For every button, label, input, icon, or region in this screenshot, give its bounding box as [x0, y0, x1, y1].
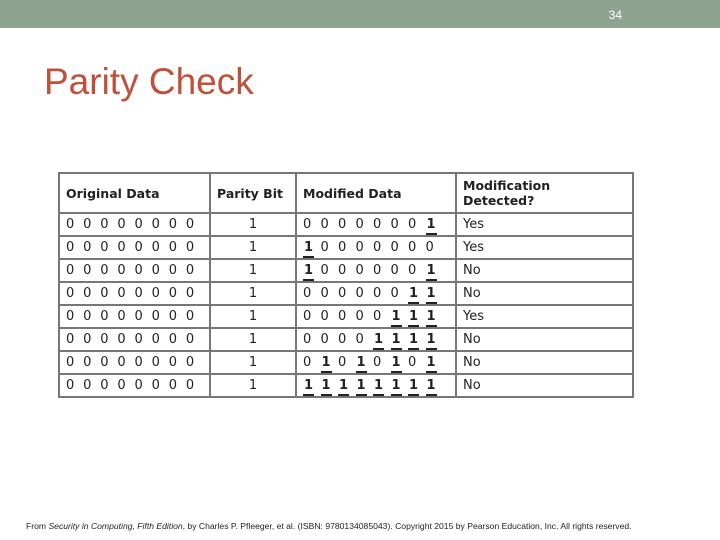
detected-cell: No	[456, 374, 633, 397]
footer-prefix: From	[26, 521, 49, 531]
modified-data-cell	[296, 236, 456, 259]
bit-glyph: 0	[373, 286, 382, 301]
parity-bit-cell: 1	[210, 213, 296, 236]
modified-bit-changed	[356, 355, 374, 370]
original-data-cell	[59, 351, 210, 374]
original-bit: 0	[185, 217, 195, 232]
original-bit: 0	[168, 309, 178, 324]
original-bit: 0	[83, 355, 92, 370]
bit-glyph: 1	[303, 240, 314, 258]
original-bit: 0	[168, 217, 178, 232]
modified-bit	[321, 217, 339, 232]
bit-glyph: 0	[408, 217, 417, 232]
bit-glyph: 1	[391, 378, 402, 396]
bit-glyph: 0	[408, 263, 417, 278]
original-bit: 0	[134, 217, 143, 232]
modified-bit	[426, 240, 444, 255]
modified-bit	[391, 240, 409, 255]
modified-bit	[356, 240, 374, 255]
modified-bit	[303, 355, 321, 370]
bit-glyph: 1	[303, 263, 314, 281]
modified-bit-changed	[338, 378, 356, 393]
original-bit: 0	[185, 309, 195, 324]
original-bit: 0	[151, 286, 160, 301]
modified-bit	[356, 217, 374, 232]
modified-bit-changed	[321, 355, 339, 370]
original-bit: 0	[117, 263, 126, 278]
bit-glyph: 1	[426, 263, 437, 281]
bit-glyph: 0	[425, 240, 434, 255]
footer-citation	[26, 521, 632, 531]
modified-bit-changed	[303, 378, 321, 393]
bit-glyph: 1	[426, 378, 437, 396]
bit-glyph: 1	[426, 217, 437, 235]
bit-glyph: 0	[320, 309, 329, 324]
modified-bit-changed	[391, 355, 409, 370]
bit-glyph: 0	[355, 332, 364, 347]
modified-bit-changed	[426, 286, 444, 301]
modified-bit	[338, 309, 356, 324]
original-bit: 0	[100, 217, 109, 232]
bit-glyph: 0	[373, 263, 382, 278]
bit-glyph: 1	[373, 378, 384, 396]
original-bit: 0	[117, 286, 126, 301]
modified-bit	[303, 217, 321, 232]
modified-bit	[303, 286, 321, 301]
modified-bit-changed	[408, 378, 426, 393]
modified-bit	[303, 309, 321, 324]
bit-glyph: 0	[355, 263, 364, 278]
modified-bit	[338, 217, 356, 232]
modified-bit	[373, 309, 391, 324]
bit-glyph: 0	[303, 217, 312, 232]
parity-bit-cell: 1	[210, 374, 296, 397]
original-bit: 0	[168, 263, 178, 278]
table-row	[59, 259, 633, 282]
modified-bit	[338, 286, 356, 301]
modified-bit	[373, 217, 391, 232]
modified-bit	[391, 263, 409, 278]
bit-glyph: 1	[303, 378, 314, 396]
modified-data-cell	[296, 282, 456, 305]
original-bit: 0	[134, 309, 143, 324]
header-modified-data: Modified Data	[296, 173, 456, 213]
table-row	[59, 213, 633, 236]
original-bit: 0	[83, 332, 92, 347]
detected-cell: Yes	[456, 213, 633, 236]
parity-bit-cell: 1	[210, 328, 296, 351]
detected-cell: No	[456, 259, 633, 282]
original-bit: 0	[100, 286, 109, 301]
modified-bit-changed	[391, 332, 409, 347]
original-bit: 0	[168, 286, 178, 301]
modified-bit-changed	[321, 378, 339, 393]
modified-bit-changed	[426, 309, 444, 324]
modified-bit-changed	[426, 217, 444, 232]
original-bit: 0	[185, 332, 195, 347]
modified-bit	[408, 263, 426, 278]
modified-data-cell	[296, 259, 456, 282]
original-data-cell	[59, 305, 210, 328]
modified-bit	[321, 332, 339, 347]
modified-bit-changed	[303, 240, 321, 255]
modified-bit	[356, 332, 374, 347]
modified-bit	[321, 240, 339, 255]
modified-data-cell	[296, 328, 456, 351]
original-bit: 0	[185, 240, 195, 255]
original-bit: 0	[100, 263, 109, 278]
original-bit: 0	[83, 240, 92, 255]
parity-bit-cell: 1	[210, 305, 296, 328]
original-bit: 0	[83, 263, 92, 278]
bit-glyph: 0	[320, 217, 329, 232]
original-bit: 0	[83, 286, 92, 301]
modified-bit	[408, 217, 426, 232]
modified-bit	[356, 263, 374, 278]
original-bit: 0	[168, 355, 178, 370]
bit-glyph: 1	[391, 355, 402, 373]
parity-bit-cell: 1	[210, 282, 296, 305]
original-bit: 0	[100, 378, 109, 393]
original-data-cell	[59, 236, 210, 259]
original-bit: 0	[66, 355, 75, 370]
bit-glyph: 1	[408, 378, 419, 396]
modified-bit-changed	[373, 378, 391, 393]
parity-table	[58, 172, 634, 398]
original-bit: 0	[117, 240, 126, 255]
original-bit: 0	[66, 378, 75, 393]
table-row	[59, 236, 633, 259]
modified-bit-changed	[391, 378, 409, 393]
bit-glyph: 1	[426, 332, 437, 350]
bit-glyph: 0	[320, 240, 329, 255]
original-bit: 0	[117, 217, 126, 232]
table-body	[59, 213, 633, 397]
parity-bit-cell: 1	[210, 236, 296, 259]
bit-glyph: 1	[408, 286, 419, 304]
modified-bit-changed	[391, 309, 409, 324]
bit-glyph: 0	[355, 240, 364, 255]
bit-glyph: 0	[390, 217, 399, 232]
detected-cell: Yes	[456, 236, 633, 259]
bit-glyph: 1	[408, 332, 419, 350]
original-bit: 0	[168, 378, 178, 393]
bit-glyph: 1	[391, 309, 402, 327]
original-bit: 0	[134, 286, 143, 301]
slide-number: 34	[608, 8, 622, 22]
bit-glyph: 0	[373, 309, 382, 324]
bit-glyph: 1	[426, 355, 437, 373]
table-row	[59, 374, 633, 397]
original-bit: 0	[117, 309, 126, 324]
detected-cell: No	[456, 328, 633, 351]
bit-glyph: 0	[408, 355, 417, 370]
bit-glyph: 0	[373, 240, 382, 255]
header-original-data: Original Data	[59, 173, 210, 213]
original-bit: 0	[151, 309, 160, 324]
modified-bit	[408, 240, 426, 255]
modified-bit	[356, 309, 374, 324]
header-detected-line2: Detected?	[463, 193, 535, 208]
modified-bit-changed	[408, 332, 426, 347]
original-bit: 0	[117, 378, 126, 393]
bit-glyph: 0	[303, 355, 312, 370]
bit-glyph: 1	[356, 378, 367, 396]
detected-cell: Yes	[456, 305, 633, 328]
bit-glyph: 1	[426, 286, 437, 304]
bit-glyph: 0	[373, 355, 382, 370]
original-bit: 0	[100, 309, 109, 324]
modified-bit-changed	[426, 355, 444, 370]
bit-glyph: 0	[338, 217, 347, 232]
slide-title: Parity Check	[44, 61, 254, 102]
original-bit: 0	[100, 355, 109, 370]
modified-bit	[373, 263, 391, 278]
original-bit: 0	[134, 240, 143, 255]
modified-bit	[321, 263, 339, 278]
original-bit: 0	[134, 263, 143, 278]
modified-bit	[338, 355, 356, 370]
original-bit: 0	[185, 378, 195, 393]
original-bit: 0	[151, 355, 160, 370]
original-bit: 0	[168, 332, 178, 347]
modified-bit-changed	[408, 309, 426, 324]
original-bit: 0	[151, 240, 160, 255]
modified-data-cell	[296, 213, 456, 236]
original-bit: 0	[185, 355, 195, 370]
original-bit: 0	[117, 355, 126, 370]
header-detected-line1: Modification	[463, 178, 551, 193]
original-data-cell	[59, 328, 210, 351]
bit-glyph: 0	[320, 263, 329, 278]
original-data-cell	[59, 282, 210, 305]
original-data-cell	[59, 374, 210, 397]
bit-glyph: 0	[338, 263, 347, 278]
modified-bit-changed	[356, 378, 374, 393]
original-bit: 0	[134, 378, 143, 393]
modified-bit-changed	[426, 378, 444, 393]
bit-glyph: 1	[338, 378, 349, 396]
original-bit: 0	[151, 332, 160, 347]
modified-bit	[303, 332, 321, 347]
modified-bit-changed	[408, 286, 426, 301]
table-row	[59, 328, 633, 351]
original-data-cell	[59, 259, 210, 282]
top-bar	[0, 0, 720, 28]
header-modification-detected	[456, 173, 633, 213]
footer-book-title: Security in Computing, Fifth Edition	[48, 521, 183, 531]
modified-bit-changed	[303, 263, 321, 278]
bit-glyph: 0	[320, 286, 329, 301]
modified-data-cell	[296, 305, 456, 328]
original-bit: 0	[100, 332, 109, 347]
parity-bit-cell: 1	[210, 259, 296, 282]
parity-bit-cell: 1	[210, 351, 296, 374]
original-data-cell	[59, 213, 210, 236]
modified-bit	[338, 240, 356, 255]
modified-bit	[373, 355, 391, 370]
modified-bit-changed	[426, 263, 444, 278]
original-bit: 0	[151, 217, 160, 232]
original-bit: 0	[66, 286, 75, 301]
original-bit: 0	[83, 217, 92, 232]
original-bit: 0	[168, 240, 178, 255]
modified-bit	[391, 217, 409, 232]
modified-bit	[373, 286, 391, 301]
bit-glyph: 0	[303, 309, 312, 324]
bit-glyph: 1	[321, 378, 332, 396]
original-bit: 0	[66, 332, 75, 347]
modified-bit	[391, 286, 409, 301]
table-header-row	[59, 173, 633, 213]
bit-glyph: 0	[303, 332, 312, 347]
modified-bit	[356, 286, 374, 301]
bit-glyph: 0	[338, 309, 347, 324]
modified-bit-changed	[426, 332, 444, 347]
detected-cell: No	[456, 282, 633, 305]
modified-bit	[373, 240, 391, 255]
bit-glyph: 0	[373, 217, 382, 232]
modified-bit	[321, 286, 339, 301]
original-bit: 0	[100, 240, 109, 255]
bit-glyph: 1	[373, 332, 384, 350]
bit-glyph: 0	[390, 263, 399, 278]
bit-glyph: 1	[408, 309, 419, 327]
modified-data-cell	[296, 351, 456, 374]
bit-glyph: 1	[321, 355, 332, 373]
original-bit: 0	[66, 217, 75, 232]
original-bit: 0	[151, 263, 160, 278]
bit-glyph: 0	[390, 286, 399, 301]
bit-glyph: 0	[303, 286, 312, 301]
bit-glyph: 1	[356, 355, 367, 373]
modified-data-cell	[296, 374, 456, 397]
table-row	[59, 351, 633, 374]
original-bit: 0	[83, 309, 92, 324]
table-row	[59, 305, 633, 328]
bit-glyph: 1	[391, 332, 402, 350]
bit-glyph: 0	[390, 240, 399, 255]
original-bit: 0	[66, 240, 75, 255]
bit-glyph: 0	[355, 217, 364, 232]
original-bit: 0	[83, 378, 92, 393]
bit-glyph: 1	[426, 309, 437, 327]
modified-bit-changed	[373, 332, 391, 347]
original-bit: 0	[185, 286, 195, 301]
original-bit: 0	[134, 332, 143, 347]
modified-bit	[321, 309, 339, 324]
footer-suffix: , by Charles P. Pfleeger, et al. (ISBN: 9780134085043). Copyright 2015 by Pearson Education, Inc. All rights reserved.	[182, 521, 632, 531]
modified-bit	[338, 263, 356, 278]
detected-cell: No	[456, 351, 633, 374]
modified-bit	[408, 355, 426, 370]
table-row	[59, 282, 633, 305]
bit-glyph: 0	[338, 240, 347, 255]
original-bit: 0	[185, 263, 195, 278]
original-bit: 0	[66, 263, 75, 278]
modified-bit	[338, 332, 356, 347]
bit-glyph: 0	[408, 240, 417, 255]
bit-glyph: 0	[320, 332, 329, 347]
header-parity-bit: Parity Bit	[210, 173, 296, 213]
bit-glyph: 0	[355, 309, 364, 324]
bit-glyph: 0	[338, 355, 347, 370]
original-bit: 0	[151, 378, 160, 393]
bit-glyph: 0	[338, 332, 347, 347]
original-bit: 0	[134, 355, 143, 370]
original-bit: 0	[117, 332, 126, 347]
bit-glyph: 0	[338, 286, 347, 301]
original-bit: 0	[66, 309, 75, 324]
bit-glyph: 0	[355, 286, 364, 301]
